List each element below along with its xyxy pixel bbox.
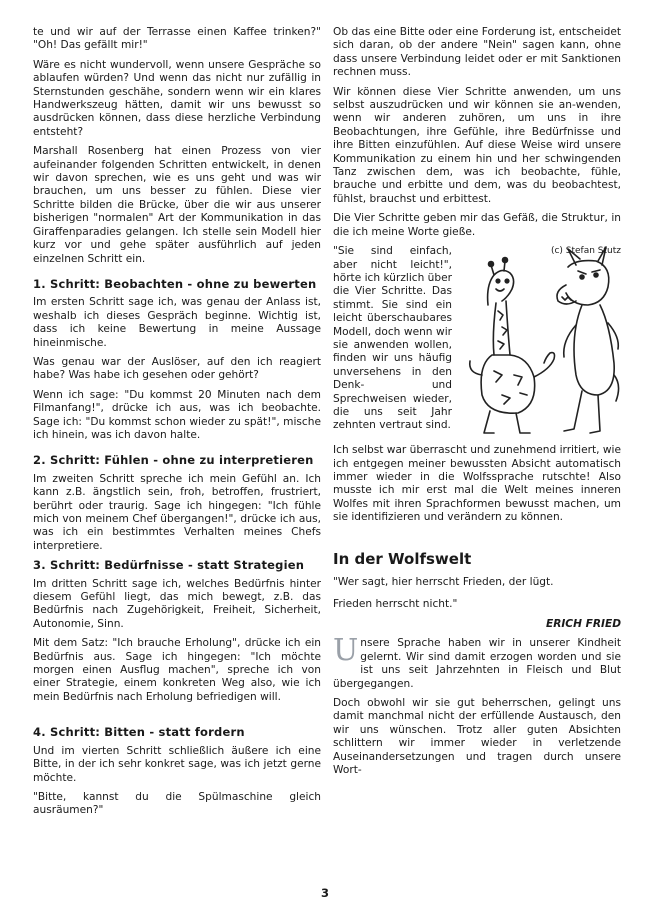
page-number: 3 (320, 886, 329, 900)
quote-author: ERICH FRIED (545, 617, 621, 630)
paragraph: Wäre es nicht wundervoll, wenn unsere Gespräche so ablaufen würden? Und wenn das nicht nur zufällig in Sternstunden geschähe, sondern wenn wir ein klares Handwerkszeug hätten, damit wir uns bewusst so ausdrücken können, dass diese herzliche Verbindung entsteht? (33, 58, 321, 138)
paragraph: Und im vierten Schritt schließlich äußere ich eine Bitte, in der ich sehr konkret sage, was ich jetzt gerne möchte. (33, 744, 321, 784)
drop-cap: U (333, 633, 359, 669)
paragraph: Mit dem Satz: "Ich brauche Erholung", drücke ich ein Bedürfnis aus. Sage ich hingegen: "Ich möchte morgen einen Ausflug machen", spreche ich von einer Strategie, einem konkreten Weg also, wie ich mein Bedürfnis nach Erholung befriedigen will. (33, 637, 321, 703)
step-2-heading: 2. Schritt: Fühlen - ohne zu interpretieren (33, 453, 314, 468)
left-column (33, 26, 321, 824)
paragraph: Ob das eine Bitte oder eine Forderung ist, entscheidet sich daran, ob der andere "Nein" sagen kann, ohne dass unsere Verbindung leidet oder er mit Sanktionen rechnen muss. (333, 26, 621, 79)
paragraph: Im zweiten Schritt spreche ich mein Gefühl an. Ich kann z.B. ängstlich sein, froh, betroffen, frustriert, berührt oder traurig. Sage ich hingegen: "Ich fühle mich von meinem Chef übergangen!", drücke ich aus, was ich ein bestimmtes Verhalten meines Chefs interpretiere. (33, 472, 321, 552)
paragraph: Was genau war der Auslöser, auf den ich reagiert habe? Was habe ich gesehen oder gehört? (33, 355, 321, 382)
paragraph: Im ersten Schritt sage ich, was genau der Anlass ist, weshalb ich dieses Gespräch beginne. Wichtig ist, dass ich keine Bewertung in meine Aussage hineinmische. (33, 296, 321, 349)
step-1-heading: 1. Schritt: Beobachten - ohne zu bewerten (33, 276, 317, 291)
paragraph: Ich selbst war überrascht und zunehmend irritiert, wie ich entgegen meiner bewussten Absicht automatisch immer wieder in die Wolfssprache rutschte! Also musste ich mir erst mal die Welt meines inneren Wolfes mit ihren Sprachformen bewusst machen, um sie identifizieren und verändern zu können. (333, 444, 621, 524)
right-column (333, 26, 621, 783)
image-credit: (c) Stefan Stutz (550, 246, 621, 257)
giraffe-wolf-drawing (458, 245, 621, 440)
giraffe-wolf-illustration (458, 245, 621, 440)
paragraph: Im dritten Schritt sage ich, welches Bedürfnis hinter diesem Gefühl liegt, das mich bewegt, z.B. das Bedürfnis nach Zugehörigkeit, Freiheit, Sicherheit, Autonomie, Sinn. (33, 577, 321, 630)
paragraph: te und wir auf der Terrasse einen Kaffee trinken?" "Oh! Das gefällt mir!" (33, 26, 321, 52)
section-title: In der Wolfswelt (333, 549, 472, 568)
paragraph: Doch obwohl wir sie gut beherrschen, gelingt uns damit manchmal nicht der erfüllende Austausch, den wir uns wünschen. Trotz aller guten Absichten schlittern wir immer wieder in verletzende Auseinandersetzungen und tragen durch unsere Wort- (333, 696, 621, 776)
paragraph: Wir können diese Vier Schritte anwenden, um uns selbst auszudrücken und wir können sie an-wenden, wenn wir anderen zuhören, um uns in ihre Beobachtungen, ihre Gefühle, ihre Bedürfnisse und ihre Bitten einzufühlen. Auf diese Weise wird unsere Kommunikation zu einem hin und her schwingenden Tanz zwischen dem, was ich beobachte, fühle, brauche und erbitte und dem, was du beobachtest, fühlst, brauchst und erbittest. (333, 85, 621, 205)
paragraph: Marshall Rosenberg hat einen Prozess von vier aufeinander folgenden Schritten entwickelt, in denen wir davon sprechen, wie es uns geht und was wir brauchen, um uns besser zu fühlen. Diese vier Schritte bilden die Brücke, über die wir aus unserer bisherigen "normalen" Art der Kommunikation in das Giraffenparadies gelangen. Ich stelle sein Modell hier kurz vor und gehe später ausführlich auf jeden einzelnen Schritt ein. (33, 145, 321, 265)
quote-line: Frieden herrscht nicht." (333, 597, 458, 610)
paragraph: "Sie sind einfach, aber nicht leicht!", hörte ich kürzlich über die Vier Schritte. Das stimmt. Sie sind ein leicht überschaubares Modell, doch wenn wir sie anwenden wollen, finden wir uns häufig unversehens in den Denk- und Sprechweisen wieder, die uns seit Jahr zehnten vertraut sind. (333, 245, 452, 432)
step-4-heading: 4. Schritt: Bitten - statt fordern (33, 725, 245, 740)
paragraph: Die Vier Schritte geben mir das Gefäß, die Struktur, in die ich meine Worte gieße. (333, 212, 621, 238)
paragraph: Wenn ich sage: "Du kommst 20 Minuten nach dem Filmanfang!", drücke ich aus, was ich beobachte. Sage ich: "Du kommst schon wieder zu spät!", mische ich hinein, was ich davon halte. (33, 388, 321, 441)
step-3-heading: 3. Schritt: Bedürfnisse - statt Strategien (33, 558, 305, 573)
quote-line: "Wer sagt, hier herrscht Frieden, der lügt. (333, 575, 554, 588)
paragraph: "Bitte, kannst du die Spülmaschine gleich ausräumen?" (33, 790, 321, 817)
paragraph (333, 633, 621, 691)
paragraph-text: nsere Sprache haben wir in unserer Kindheit gelernt. Wir sind damit erzogen worden und sie ist uns seit Jahrzehnten in Fleisch und Blut übergegangen. (333, 637, 621, 690)
